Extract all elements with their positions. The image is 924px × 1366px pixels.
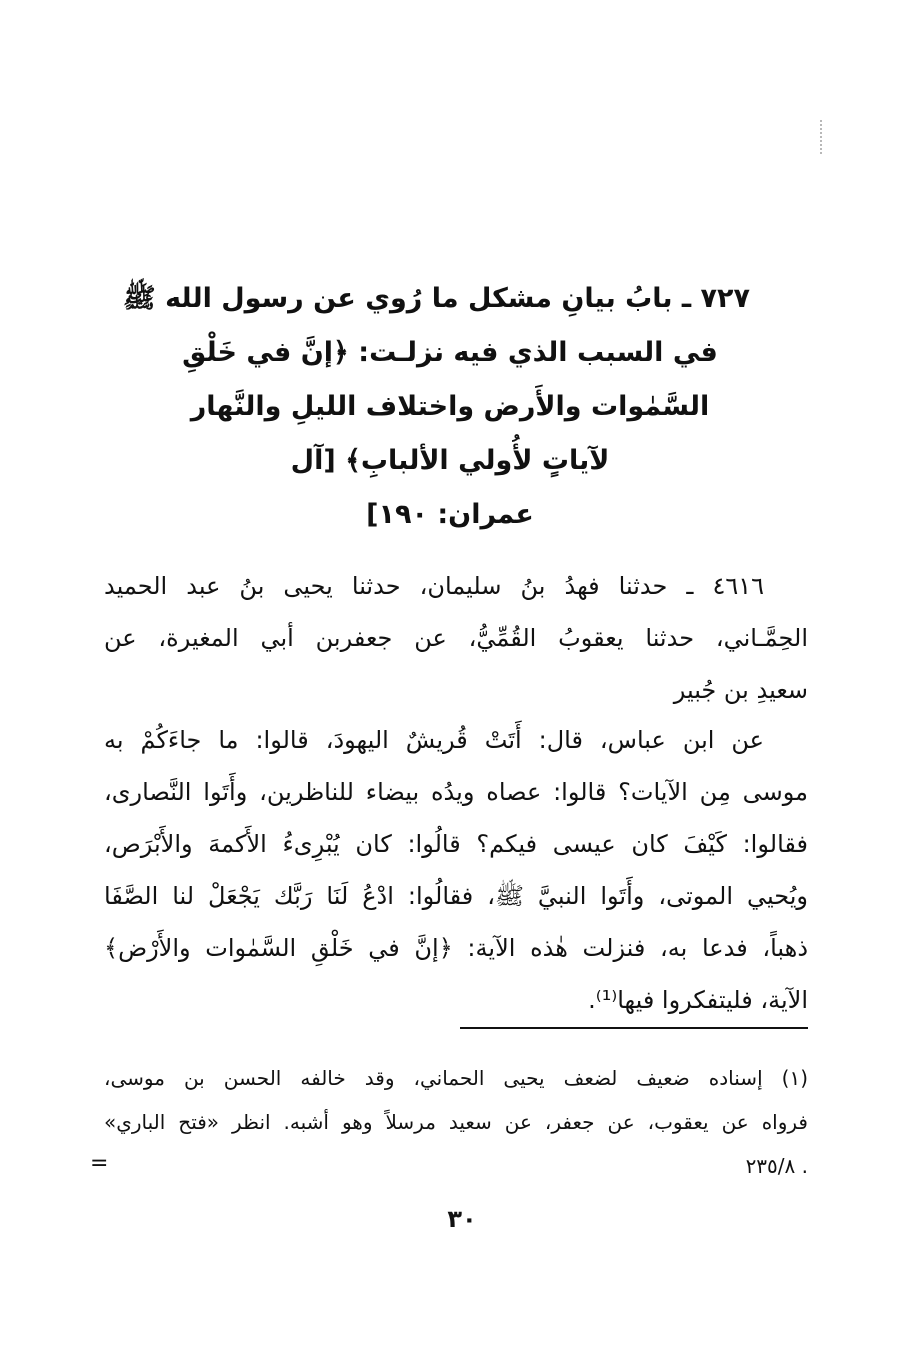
hadith-text (104, 714, 808, 1026)
hadith-line: ذهباً، فدعا به، فنزلت هٰذه الآية: ﴿إنَّ في خَلْقِ السَّمٰوات والأَرْض﴾ (104, 934, 808, 962)
heading-line: عمران: ١٩٠] (366, 499, 534, 530)
footnote-separator (460, 1027, 808, 1029)
heading-line: في السبب الذي فيه نزلـت: ﴿إنَّ في خَلْقِ (182, 337, 718, 368)
hadith-isnad (104, 560, 808, 716)
chapter-heading (123, 272, 750, 542)
hadith-line: فقالوا: كَيْفَ كان عيسى فيكم؟ قالُوا: كان يُبْرِىءُ الأَكمهَ والأَبْرَص، (104, 830, 808, 858)
isnad-line: الحِمَّـاني، حدثنا يعقوبُ القُمِّيُّ، عن جعفربن أبي المغيرة، عن (104, 624, 808, 652)
hadith-line: موسى مِن الآيات؟ قالوا: عصاه ويدُه بيضاء للناظرين، وأَتَوا النَّصارى، (104, 778, 808, 806)
footnotes (104, 1056, 808, 1188)
hadith-line: عن ابن عباس، قال: أَتَتْ قُريشٌ اليهودَ، قالوا: ما جاءَكُمْ به (104, 726, 764, 754)
hadith-line: الآية، فليتفكروا فيها⁽¹⁾. (588, 986, 808, 1014)
page-number: ٣٠ (447, 1205, 477, 1233)
footnote-line: فرواه عن يعقوب، عن جعفر، عن سعيد مرسلاً وهو أشبه. انظر «فتح الباري» (104, 1110, 808, 1134)
footnote-line: . ٢٣٥/٨ (745, 1154, 808, 1178)
continuation-mark: = (90, 1151, 109, 1176)
heading-line: لآياتٍ لأُولي الألبابِ﴾ [آل (290, 445, 610, 476)
margin-dots (820, 120, 824, 154)
isnad-line: سعيدِ بن جُبير (673, 676, 808, 704)
isnad-line: ٤٦١٦ ـ حدثنا فهدُ بنُ سليمان، حدثنا يحيى بنُ عبد الحميد (104, 572, 764, 600)
hadith-line: ويُحيي الموتى، وأَتَوا النبيَّ ﷺ، فقالُوا: ادْعُ لَنَا رَبَّك يَجْعَلْ لنا الصَّفَا (104, 882, 808, 910)
heading-line: السَّمٰوات والأَرض واختلاف الليلِ والنَّهار (190, 391, 710, 422)
footnote-line: (١) إسناده ضعيف لضعف يحيى الحماني، وقد خالفه الحسن بن موسى، (104, 1066, 808, 1090)
heading-line: ٧٢٧ ـ بابُ بيانِ مشكل ما رُوي عن رسول الله ﷺ (123, 283, 750, 314)
